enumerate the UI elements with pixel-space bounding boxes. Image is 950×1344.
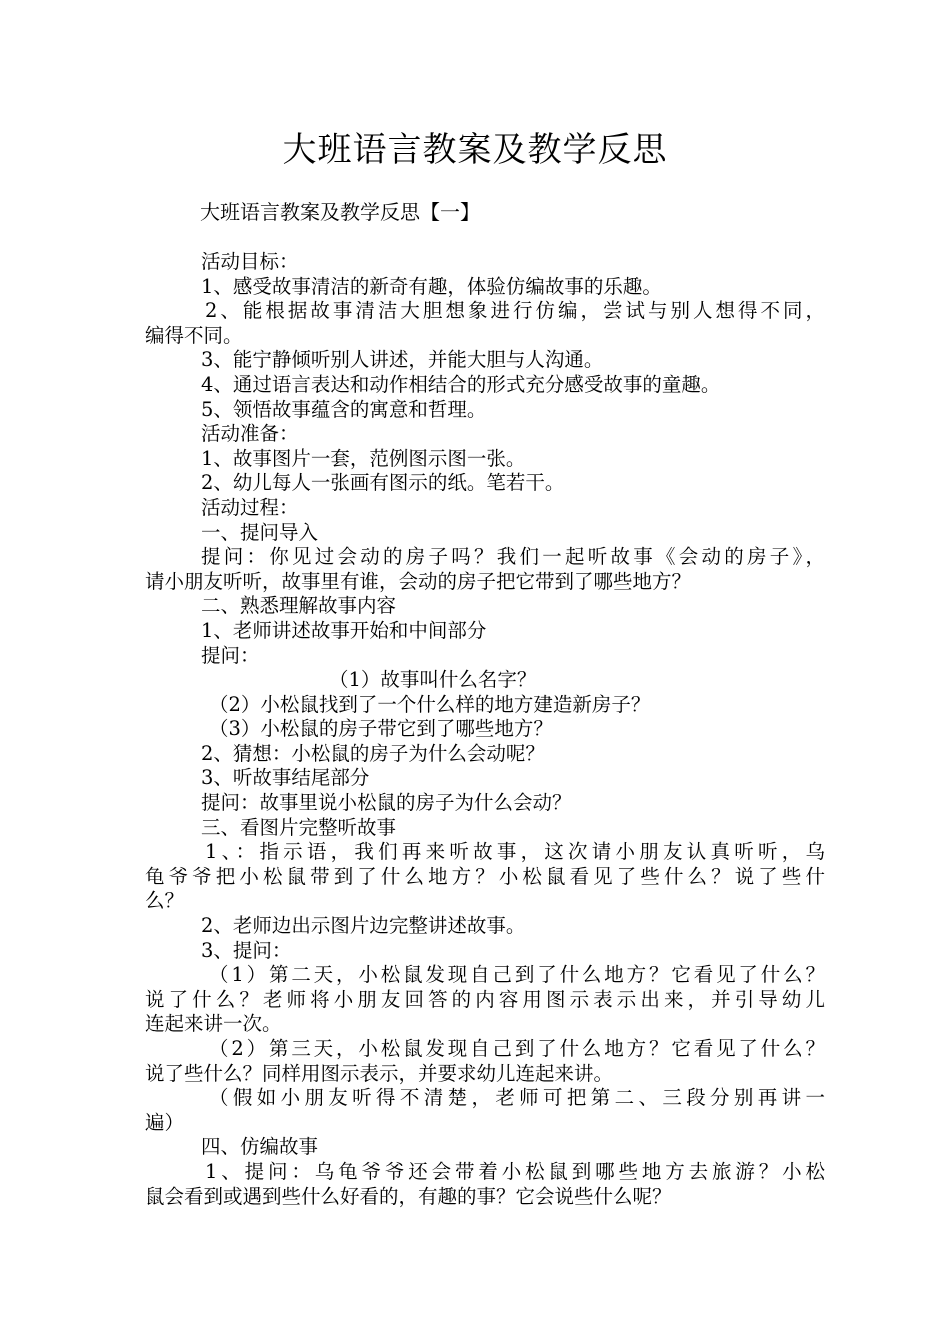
text-line: （2）第三天，小松鼠发现自己到了什么地方？它看见了什么？ bbox=[209, 1037, 825, 1060]
text-line: （1）故事叫什么名字？ bbox=[329, 668, 537, 692]
text-line: 1、故事图片一套，范例图示图一张。 bbox=[201, 446, 526, 470]
page-title: 大班语言教案及教学反思 bbox=[282, 130, 668, 170]
text-line: （1）第二天，小松鼠发现自己到了什么地方？它看见了什么？ bbox=[209, 963, 825, 987]
text-line: 龟爷爷把小松鼠带到了什么地方？小松鼠看见了些什么？说了些什 bbox=[145, 864, 825, 888]
text-line: 提问：故事里说小松鼠的房子为什么会动？ bbox=[201, 791, 572, 815]
text-line: 3、能宁静倾听别人讲述，并能大胆与人沟通。 bbox=[201, 348, 604, 372]
text-line: 1、提问：乌龟爷爷还会带着小松鼠到哪些地方去旅游？小松 bbox=[205, 1159, 825, 1183]
text-line: 么？ bbox=[145, 889, 185, 913]
text-line: 1、老师讲述故事开始和中间部分 bbox=[201, 618, 487, 642]
text-line: （2）小松鼠找到了一个什么样的地方建造新房子？ bbox=[209, 692, 651, 716]
text-line: 1、感受故事清洁的新奇有趣，体验仿编故事的乐趣。 bbox=[201, 274, 662, 298]
text-line: 三、看图片完整听故事 bbox=[201, 815, 397, 839]
text-line: 3、听故事结尾部分 bbox=[201, 766, 370, 790]
text-line: 3、提问： bbox=[201, 938, 292, 962]
text-line: 说了什么？老师将小朋友回答的内容用图示表示出来，并引导幼儿 bbox=[145, 987, 825, 1011]
text-line: 活动过程： bbox=[201, 495, 299, 519]
text-line: 提问：你见过会动的房子吗？我们一起听故事《会动的房子》， bbox=[201, 545, 825, 569]
section-heading: 大班语言教案及教学反思【一】 bbox=[200, 200, 480, 224]
text-line: 2、猜想：小松鼠的房子为什么会动呢？ bbox=[201, 741, 545, 765]
text-line: 连起来讲一次。 bbox=[145, 1012, 282, 1036]
text-line: 鼠会看到或遇到些什么好看的，有趣的事？它会说些什么呢？ bbox=[145, 1184, 672, 1208]
text-line: 5、领悟故事蕴含的寓意和哲理。 bbox=[201, 397, 487, 421]
text-line: 说了些什么？同样用图示表示，并要求幼儿连起来讲。 bbox=[145, 1061, 614, 1085]
text-line: 提问： bbox=[201, 643, 260, 667]
document-body bbox=[145, 250, 825, 1209]
text-line: 2、幼儿每人一张画有图示的纸。笔若干。 bbox=[201, 471, 565, 495]
text-line: 活动目标： bbox=[201, 250, 299, 273]
text-line: 二、熟悉理解故事内容 bbox=[201, 594, 397, 618]
text-line: （3）小松鼠的房子带它到了哪些地方？ bbox=[209, 717, 553, 741]
text-line: 遍） bbox=[145, 1110, 185, 1134]
text-line: 4、通过语言表达和动作相结合的形式充分感受故事的童趣。 bbox=[201, 372, 721, 396]
text-line: 一、提问导入 bbox=[201, 520, 319, 544]
text-line: 活动准备： bbox=[201, 422, 299, 446]
text-line: （假如小朋友听得不清楚，老师可把第二、三段分别再讲一 bbox=[209, 1086, 825, 1110]
text-line: 编得不同。 bbox=[145, 323, 243, 347]
text-line: 请小朋友听听，故事里有谁，会动的房子把它带到了哪些地方？ bbox=[145, 569, 692, 593]
text-line: 2、能根据故事清洁大胆想象进行仿编，尝试与别人想得不同， bbox=[205, 299, 825, 323]
text-line: 四、仿编故事 bbox=[201, 1135, 319, 1159]
text-line: 2、老师边出示图片边完整讲述故事。 bbox=[201, 914, 526, 938]
text-line: 1、：指示语，我们再来听故事，这次请小朋友认真听听，乌 bbox=[205, 840, 825, 864]
